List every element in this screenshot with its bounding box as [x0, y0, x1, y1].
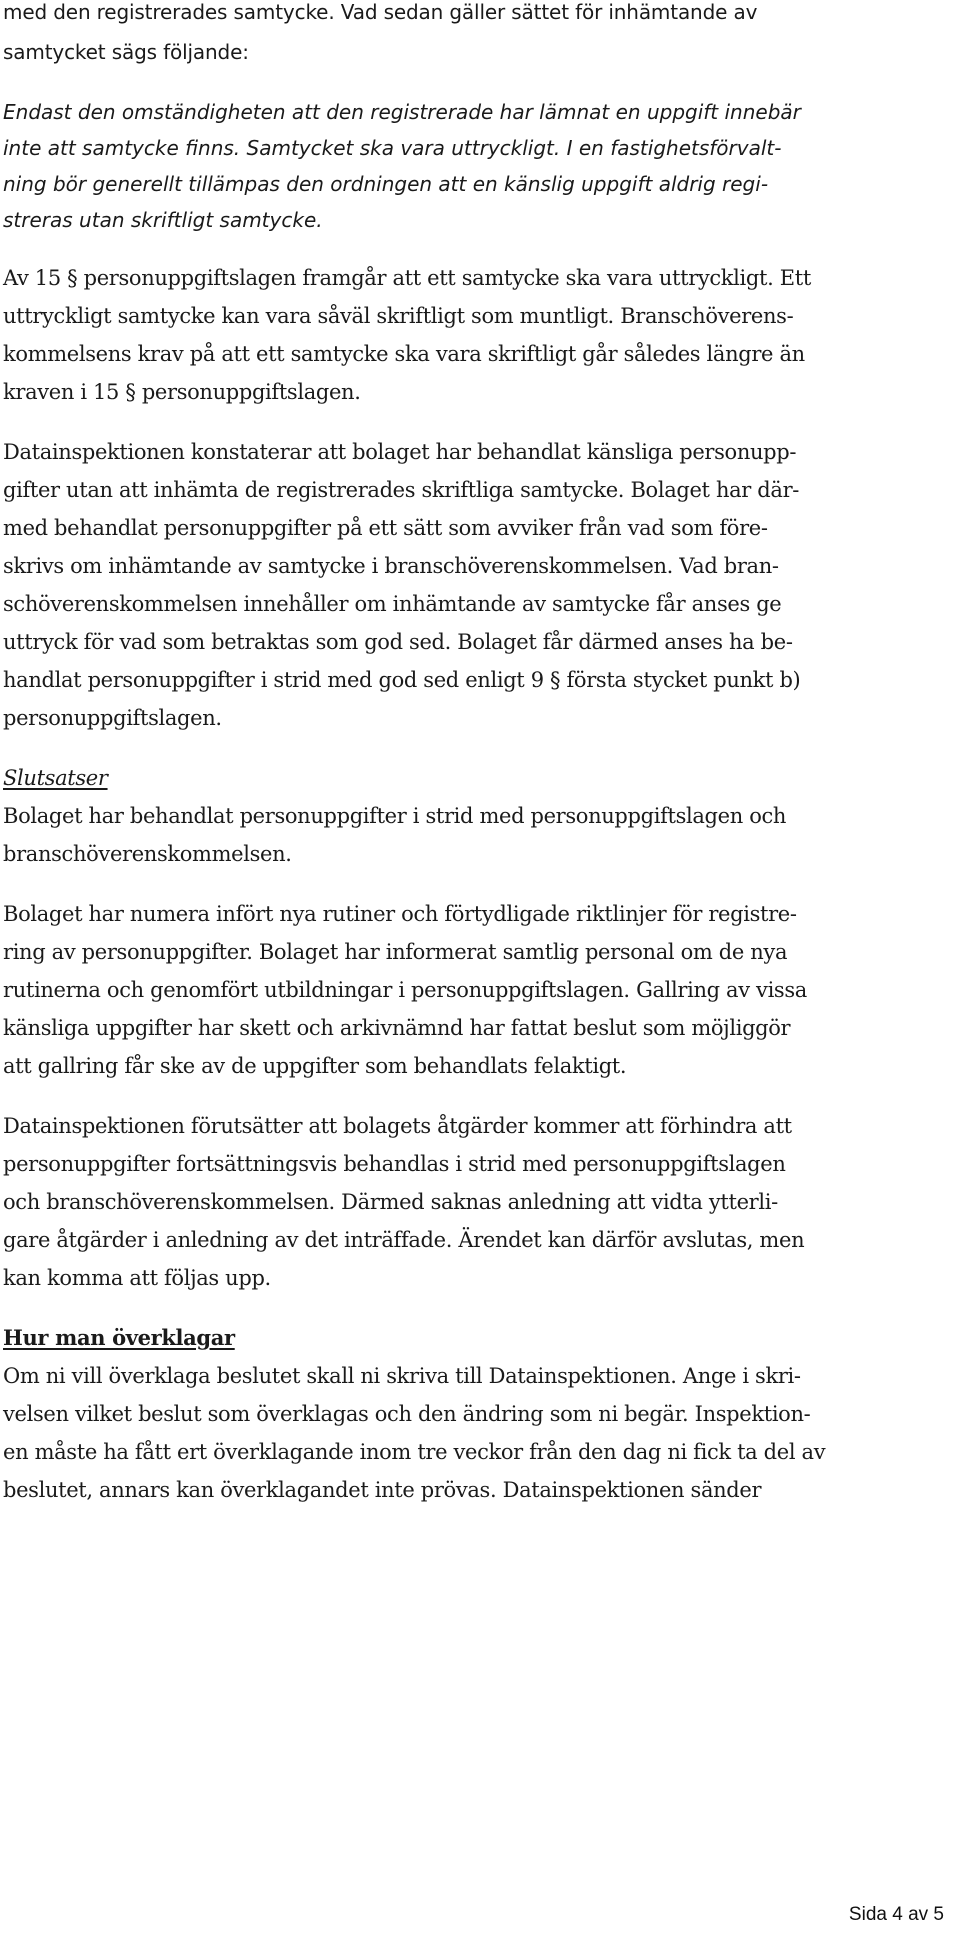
paragraph-line: en måste ha fått ert överklagande inom tre veckor från den dag ni fick ta del av [3, 1440, 826, 1464]
paragraph-line: med den registrerades samtycke. Vad sedan gäller sättet för inhämtande av [3, 0, 758, 24]
paragraph-line: Bolaget har numera infört nya rutiner och förtydligade riktlinjer för registre- [3, 902, 797, 926]
paragraph-line: Bolaget har behandlat personuppgifter i strid med personuppgiftslagen och [3, 804, 787, 828]
paragraph-line: personuppgifter fortsättningsvis behandlas i strid med personuppgiftslagen [3, 1152, 786, 1176]
section-heading-overklagar: Hur man överklagar [3, 1325, 235, 1350]
paragraph-line: skrivs om inhämtande av samtycke i branschöverenskommelsen. Vad bran- [3, 554, 779, 578]
paragraph-line: gare åtgärder i anledning av det inträffade. Ärendet kan därför avslutas, men [3, 1228, 805, 1252]
quote-line: inte att samtycke finns. Samtycket ska vara uttryckligt. I en fastighetsförvalt- [3, 136, 782, 160]
page-number: Sida 4 av 5 [848, 1904, 944, 1925]
paragraph-line: gifter utan att inhämta de registrerades skriftliga samtycke. Bolaget har där- [3, 478, 800, 502]
paragraph-line: Av 15 § personuppgiftslagen framgår att ett samtycke ska vara uttryckligt. Ett [3, 266, 811, 290]
paragraph-line: Om ni vill överklaga beslutet skall ni skriva till Datainspektionen. Ange i skri- [3, 1364, 801, 1388]
quote-line: streras utan skriftligt samtycke. [3, 208, 323, 232]
paragraph-line: med behandlat personuppgifter på ett sätt som avviker från vad som före- [3, 516, 768, 540]
paragraph-line: schöverenskommelsen innehåller om inhämtande av samtycke får anses ge [3, 592, 782, 616]
paragraph-line: personuppgiftslagen. [3, 706, 222, 730]
section-heading-slutsatser: Slutsatser [3, 766, 108, 790]
paragraph-line: velsen vilket beslut som överklagas och den ändring som ni begär. Inspektion- [3, 1402, 811, 1426]
paragraph-line: kommelsens krav på att ett samtycke ska vara skriftligt går således längre än [3, 342, 805, 366]
paragraph-line: rutinerna och genomfört utbildningar i personuppgiftslagen. Gallring av vissa [3, 978, 807, 1002]
paragraph-line: att gallring får ske av de uppgifter som behandlats felaktigt. [3, 1054, 627, 1078]
paragraph-line: känsliga uppgifter har skett och arkivnämnd har fattat beslut som möjliggör [3, 1016, 791, 1040]
quote-line: ning bör generellt tillämpas den ordningen att en känslig uppgift aldrig regi- [3, 172, 769, 196]
paragraph-line: uttryck för vad som betraktas som god sed. Bolaget får därmed anses ha be- [3, 630, 793, 654]
paragraph-line: Datainspektionen förutsätter att bolagets åtgärder kommer att förhindra att [3, 1114, 792, 1138]
paragraph-line: ring av personuppgifter. Bolaget har informerat samtlig personal om de nya [3, 940, 788, 964]
paragraph-line: Datainspektionen konstaterar att bolaget har behandlat känsliga personupp- [3, 440, 797, 464]
paragraph-line: branschöverenskommelsen. [3, 842, 292, 866]
quote-line: Endast den omständigheten att den registrerade har lämnat en uppgift innebär [3, 100, 801, 124]
paragraph-line: kraven i 15 § personuppgiftslagen. [3, 380, 361, 404]
paragraph-line: kan komma att följas upp. [3, 1266, 271, 1290]
paragraph-line: och branschöverenskommelsen. Därmed saknas anledning att vidta ytterli- [3, 1190, 778, 1214]
paragraph-line: uttryckligt samtycke kan vara såväl skriftligt som muntligt. Branschöverens- [3, 304, 794, 328]
paragraph-line: samtycket sägs följande: [3, 40, 249, 64]
paragraph-line: handlat personuppgifter i strid med god sed enligt 9 § första stycket punkt b) [3, 668, 801, 692]
paragraph-line: beslutet, annars kan överklagandet inte prövas. Datainspektionen sänder [3, 1478, 762, 1502]
